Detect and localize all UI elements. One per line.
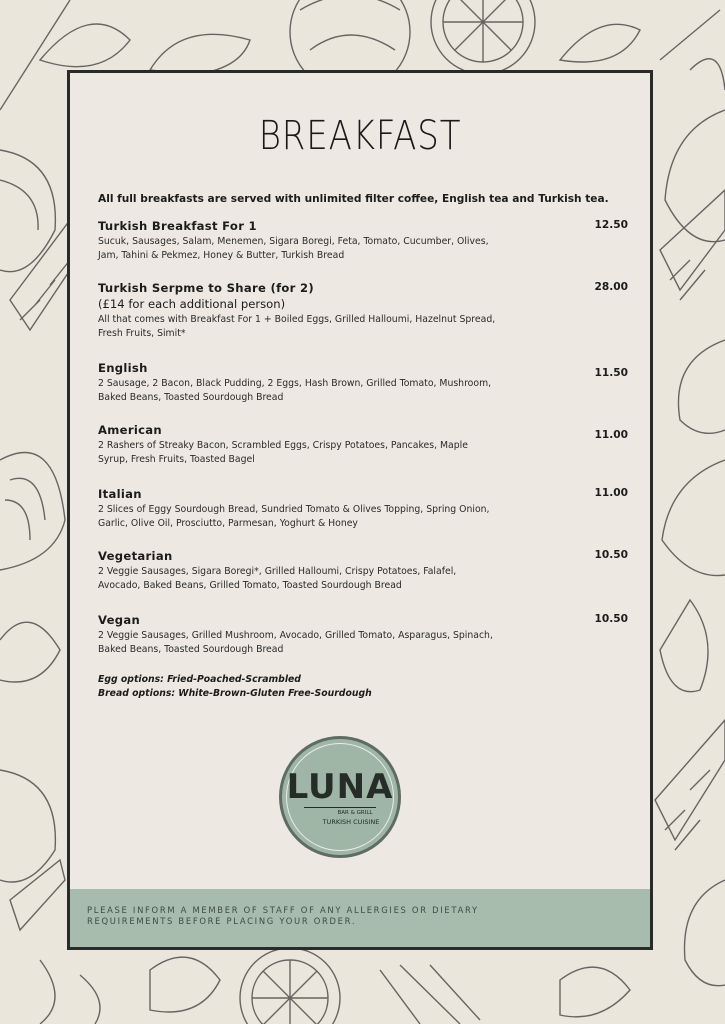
item-name: English	[98, 361, 148, 375]
item-name: Turkish Serpme to Share (for 2)	[98, 281, 315, 295]
herb-sketch-bottom	[380, 965, 480, 1024]
leaf-sketch-bottom	[150, 957, 220, 1012]
egg-options: Egg options: Fried-Poached-Scrambled	[98, 674, 301, 685]
allergy-notice: PLEASE INFORM A MEMBER OF STAFF OF ANY ALLERGIES OR DIETARY REQUIREMENTS BEFORE PLACING YOUR ORDER.	[87, 905, 479, 926]
item-subtitle: (£14 for each additional person)	[98, 297, 286, 311]
item-price: 11.00	[594, 429, 628, 441]
lemon-sketch-right	[678, 340, 725, 433]
item-name: Vegetarian	[98, 549, 173, 563]
item-name: Vegan	[98, 613, 141, 627]
onion-sketch-left-lower	[0, 770, 55, 882]
item-description: 2 Rashers of Streaky Bacon, Scrambled Eggs, Crispy Potatoes, Pancakes, Maple Syrup, Fresh Fruits, Toasted Bagel	[98, 440, 468, 465]
item-description: 2 Slices of Eggy Sourdough Bread, Sundried Tomato & Olives Topping, Spring Onion, Garlic, Olive Oil, Prosciutto, Parmesan, Yoghurt & Honey	[98, 504, 490, 529]
leaf-sketch-top	[150, 34, 250, 75]
onion-sketch-right	[665, 110, 725, 242]
carrot-sketch-right	[660, 190, 725, 290]
item-name: American	[98, 423, 162, 437]
item-price: 11.00	[594, 487, 628, 499]
menu-item-turkish-serpme	[98, 281, 628, 340]
item-price: 28.00	[594, 281, 628, 293]
item-name: Italian	[98, 487, 142, 501]
item-price: 12.50	[594, 219, 628, 231]
bread-options: Bread options: White-Brown-Gluten Free-Sourdough	[98, 687, 372, 699]
item-price: 10.50	[594, 549, 628, 561]
onion-sketch-left	[0, 150, 55, 272]
item-name: Turkish Breakfast For 1	[98, 219, 257, 233]
cabbage-sketch-right	[662, 460, 725, 576]
menu-title: BREAKFAST	[258, 113, 462, 159]
item-description: Sucuk, Sausages, Salam, Menemen, Sigara Boregi, Feta, Tomato, Cucumber, Olives, Jam, Tahini & Pekmez, Honey & Butter, Turkish Bread	[98, 236, 489, 261]
menu-item-english	[98, 361, 628, 404]
cabbage-sketch-left	[0, 453, 65, 571]
item-price: 11.50	[594, 367, 628, 379]
menu-panel	[67, 70, 653, 950]
luna-logo	[279, 736, 401, 858]
herb-sketch-left	[0, 622, 60, 682]
options-block	[98, 673, 372, 700]
item-description: All that comes with Breakfast For 1 + Boiled Eggs, Grilled Halloumi, Hazelnut Spread, Fresh Fruits, Simit*	[98, 314, 496, 339]
logo-tagline-bar-grill: BAR & GRILL	[337, 810, 373, 816]
logo-tagline-cuisine: TURKISH CUISINE	[322, 818, 380, 826]
item-description: 2 Veggie Sausages, Sigara Boregi*, Grilled Halloumi, Crispy Potatoes, Falafel, Avocado, Baked Beans, Grilled Tomato, Toasted Sourdough Bread	[98, 566, 457, 591]
logo-wordmark: LUNA	[286, 767, 394, 807]
menu-item-turkish-breakfast	[98, 219, 628, 262]
logo-divider	[304, 807, 376, 808]
menu-item-italian	[98, 487, 628, 530]
herb-sketch-top-right	[560, 24, 640, 62]
carrot-sketch-right-lower	[655, 720, 725, 840]
menu-item-vegan	[98, 613, 628, 656]
menu-item-american	[98, 423, 628, 466]
item-description: 2 Veggie Sausages, Grilled Mushroom, Avocado, Grilled Tomato, Asparagus, Spinach, Baked Beans, Toasted Sourdough Bread	[98, 630, 493, 655]
item-price: 10.50	[594, 613, 628, 625]
menu-item-vegetarian	[98, 549, 628, 592]
allergy-footer	[70, 889, 650, 947]
leaf-sketch-right	[660, 600, 708, 692]
intro-text: All full breakfasts are served with unlimited filter coffee, English tea and Turkish tea.	[98, 193, 609, 205]
item-description: 2 Sausage, 2 Bacon, Black Pudding, 2 Eggs, Hash Brown, Grilled Tomato, Mushroom, Baked Beans, Toasted Sourdough Bread	[98, 378, 492, 403]
